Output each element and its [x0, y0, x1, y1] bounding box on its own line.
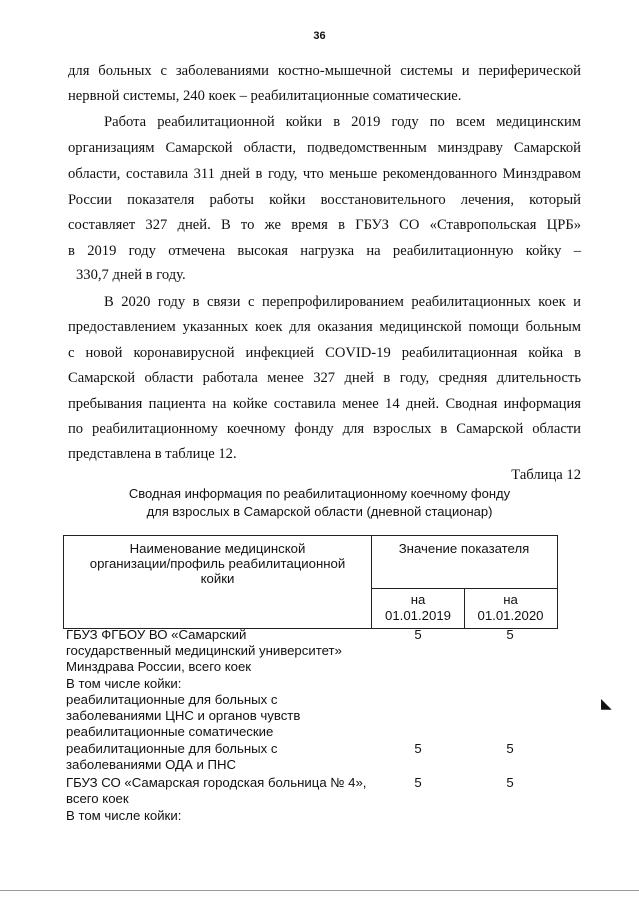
text-line: с новой коронавирусной инфекцией COVID-19 реабилитационная койка в	[68, 345, 581, 361]
header-value: Значение показателя	[398, 541, 530, 556]
text-line: нервной системы, 240 коек – реабилитационные соматические.	[68, 88, 462, 104]
table-label: Таблица 12	[511, 467, 581, 483]
text-line: представлена в таблице 12.	[68, 446, 237, 462]
value-2019: 5	[414, 741, 422, 756]
text-line: по реабилитационному коечному фонду для взрослых в Самарской области	[68, 421, 581, 437]
text-line: для больных с заболеваниями костно-мышечной системы и периферической	[68, 63, 581, 79]
value-2020: 5	[506, 627, 514, 642]
table-row-text: Минздрава России, всего коек	[66, 659, 252, 674]
date-2020: 01.01.2020	[477, 608, 544, 623]
table-row-text: заболеваниями ОДА и ПНС	[66, 757, 237, 772]
text-line: в 2019 году отмечена высокая нагрузка на реабилитационную койку –	[68, 243, 581, 259]
table-row-text: всего коек	[66, 791, 129, 806]
table-row-text: ГБУЗ СО «Самарская городская больница № 4»,	[66, 775, 367, 790]
text-line: В 2020 году в связи с перепрофилированием реабилитационных коек и	[104, 294, 581, 310]
text-line: Самарской области работала менее 327 дней в году, средняя длительность	[68, 370, 581, 386]
text-line: 330,7 дней в году.	[76, 267, 186, 283]
scan-mark-icon: ◣	[601, 697, 612, 712]
page-number: 36	[313, 30, 326, 42]
value-2019: 5	[414, 627, 422, 642]
text-line: предоставлением указанных коек для оказания медицинской помощи больным	[68, 319, 581, 335]
table-row-text: ГБУЗ ФГБОУ ВО «Самарский	[66, 627, 247, 642]
page-edge	[0, 890, 639, 891]
value-2020: 5	[506, 741, 514, 756]
text-line: организациям Самарской области, подведомственным минздраву Самарской	[68, 140, 581, 156]
table-caption-line: для взрослых в Самарской области (дневной стационар)	[146, 504, 493, 519]
value-2019: 5	[414, 775, 422, 790]
table-row-text: реабилитационные для больных с	[66, 741, 278, 756]
text-line: составляет 327 дней. В то же время в ГБУЗ СО «Ставропольская ЦРБ»	[68, 217, 581, 233]
date-prefix: на	[410, 592, 426, 607]
header-org-line: организации/профиль реабилитационной	[89, 556, 346, 571]
header-org-line: койки	[200, 571, 235, 586]
date-prefix: на	[503, 592, 518, 607]
header-org-line: Наименование медицинской	[129, 541, 306, 556]
date-2019: 01.01.2019	[384, 608, 451, 623]
table-row-text: государственный медицинский университет»	[66, 643, 342, 658]
text-line: России показателя работы койки восстановительного лечения, который	[68, 192, 581, 208]
text-line: области, составила 311 дней в году, что меньше рекомендованного Минздравом	[68, 166, 581, 182]
table-row-text: В том числе койки:	[66, 808, 182, 823]
table-divider	[371, 588, 557, 589]
text-line: пребывания пациента на койке составила менее 14 дней. Сводная информация	[68, 396, 581, 412]
text-line: Работа реабилитационной койки в 2019 году по всем медицинским	[104, 114, 581, 130]
table-caption-line: Сводная информация по реабилитационному коечному фонду	[128, 486, 511, 501]
table-row-text: реабилитационные для больных с	[66, 692, 278, 707]
table-row-text: В том числе койки:	[66, 676, 182, 691]
table-row-text: реабилитационные соматические	[66, 724, 274, 739]
value-2020: 5	[506, 775, 514, 790]
table-row-text: заболеваниями ЦНС и органов чувств	[66, 708, 301, 723]
